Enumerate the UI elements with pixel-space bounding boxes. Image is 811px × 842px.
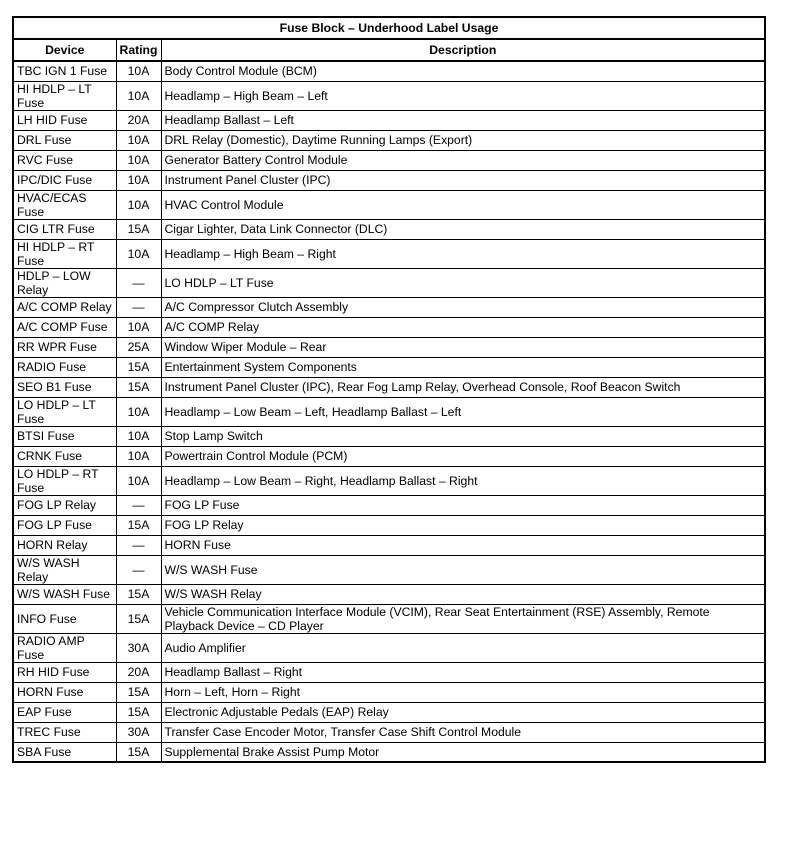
table-row [13, 555, 765, 584]
device-cell: HDLP – LOW Relay [13, 268, 116, 297]
table-row [13, 515, 765, 535]
header-device: Device [13, 39, 116, 61]
device-cell: A/C COMP Fuse [13, 317, 116, 337]
description-cell: W/S WASH Fuse [161, 555, 765, 584]
description-cell: FOG LP Fuse [161, 495, 765, 515]
table-body [13, 61, 765, 762]
table-row [13, 317, 765, 337]
table-row [13, 446, 765, 466]
table-row [13, 397, 765, 426]
table-row [13, 495, 765, 515]
rating-cell: 10A [116, 170, 161, 190]
table-title: Fuse Block – Underhood Label Usage [13, 17, 765, 39]
rating-cell: 15A [116, 377, 161, 397]
rating-cell: 15A [116, 742, 161, 762]
table-row [13, 81, 765, 110]
description-cell: Generator Battery Control Module [161, 150, 765, 170]
device-cell: CIG LTR Fuse [13, 219, 116, 239]
description-cell: LO HDLP – LT Fuse [161, 268, 765, 297]
table-row [13, 742, 765, 762]
header-description: Description [161, 39, 765, 61]
rating-cell: 25A [116, 337, 161, 357]
device-cell: CRNK Fuse [13, 446, 116, 466]
description-cell: Headlamp – High Beam – Right [161, 239, 765, 268]
description-cell: Instrument Panel Cluster (IPC), Rear Fog Lamp Relay, Overhead Console, Roof Beacon Switch [161, 377, 765, 397]
description-cell: Headlamp Ballast – Left [161, 110, 765, 130]
table-row [13, 130, 765, 150]
device-cell: TREC Fuse [13, 722, 116, 742]
device-cell: IPC/DIC Fuse [13, 170, 116, 190]
description-cell: Cigar Lighter, Data Link Connector (DLC) [161, 219, 765, 239]
description-cell: Headlamp Ballast – Right [161, 662, 765, 682]
rating-cell: — [116, 297, 161, 317]
rating-cell: 30A [116, 633, 161, 662]
device-cell: SBA Fuse [13, 742, 116, 762]
device-cell: LO HDLP – LT Fuse [13, 397, 116, 426]
table-row [13, 268, 765, 297]
rating-cell: 30A [116, 722, 161, 742]
description-cell: A/C Compressor Clutch Assembly [161, 297, 765, 317]
description-cell: Window Wiper Module – Rear [161, 337, 765, 357]
table-row [13, 377, 765, 397]
table-row [13, 239, 765, 268]
device-cell: HORN Fuse [13, 682, 116, 702]
device-cell: SEO B1 Fuse [13, 377, 116, 397]
description-cell: FOG LP Relay [161, 515, 765, 535]
description-cell: A/C COMP Relay [161, 317, 765, 337]
table-title-row [13, 17, 765, 39]
rating-cell: 15A [116, 219, 161, 239]
fuse-usage-table [12, 16, 766, 763]
table-row [13, 170, 765, 190]
device-cell: W/S WASH Relay [13, 555, 116, 584]
table-row [13, 702, 765, 722]
table-row [13, 662, 765, 682]
description-cell: Supplemental Brake Assist Pump Motor [161, 742, 765, 762]
description-cell: W/S WASH Relay [161, 584, 765, 604]
description-cell: Vehicle Communication Interface Module (VCIM), Rear Seat Entertainment (RSE) Assembly, Remote Playback Device – CD Player [161, 604, 765, 633]
rating-cell: 10A [116, 150, 161, 170]
rating-cell: 10A [116, 317, 161, 337]
table-row [13, 682, 765, 702]
description-cell: Entertainment System Components [161, 357, 765, 377]
device-cell: HI HDLP – RT Fuse [13, 239, 116, 268]
device-cell: INFO Fuse [13, 604, 116, 633]
rating-cell: — [116, 535, 161, 555]
description-cell: Stop Lamp Switch [161, 426, 765, 446]
description-cell: HVAC Control Module [161, 190, 765, 219]
rating-cell: 15A [116, 584, 161, 604]
rating-cell: 10A [116, 466, 161, 495]
device-cell: EAP Fuse [13, 702, 116, 722]
rating-cell: 20A [116, 110, 161, 130]
device-cell: HI HDLP – LT Fuse [13, 81, 116, 110]
header-rating: Rating [116, 39, 161, 61]
description-cell: Headlamp – High Beam – Left [161, 81, 765, 110]
rating-cell: 10A [116, 426, 161, 446]
description-cell: Headlamp – Low Beam – Left, Headlamp Ballast – Left [161, 397, 765, 426]
table-header-row [13, 39, 765, 61]
device-cell: A/C COMP Relay [13, 297, 116, 317]
rating-cell: 10A [116, 130, 161, 150]
table-row [13, 357, 765, 377]
description-cell: Horn – Left, Horn – Right [161, 682, 765, 702]
description-cell: DRL Relay (Domestic), Daytime Running Lamps (Export) [161, 130, 765, 150]
table-row [13, 722, 765, 742]
rating-cell: 10A [116, 61, 161, 81]
table-row [13, 61, 765, 81]
table-row [13, 190, 765, 219]
table-row [13, 604, 765, 633]
description-cell: Body Control Module (BCM) [161, 61, 765, 81]
device-cell: FOG LP Relay [13, 495, 116, 515]
table-row [13, 110, 765, 130]
device-cell: W/S WASH Fuse [13, 584, 116, 604]
description-cell: Headlamp – Low Beam – Right, Headlamp Ballast – Right [161, 466, 765, 495]
rating-cell: 20A [116, 662, 161, 682]
device-cell: FOG LP Fuse [13, 515, 116, 535]
rating-cell: 10A [116, 81, 161, 110]
device-cell: TBC IGN 1 Fuse [13, 61, 116, 81]
device-cell: RADIO AMP Fuse [13, 633, 116, 662]
device-cell: RVC Fuse [13, 150, 116, 170]
device-cell: BTSI Fuse [13, 426, 116, 446]
rating-cell: 15A [116, 682, 161, 702]
table-row [13, 337, 765, 357]
device-cell: HVAC/ECAS Fuse [13, 190, 116, 219]
description-cell: Transfer Case Encoder Motor, Transfer Case Shift Control Module [161, 722, 765, 742]
rating-cell: 10A [116, 397, 161, 426]
device-cell: RADIO Fuse [13, 357, 116, 377]
table-row [13, 584, 765, 604]
description-cell: Instrument Panel Cluster (IPC) [161, 170, 765, 190]
table-row [13, 219, 765, 239]
rating-cell: — [116, 495, 161, 515]
table-row [13, 297, 765, 317]
device-cell: RH HID Fuse [13, 662, 116, 682]
rating-cell: — [116, 268, 161, 297]
rating-cell: — [116, 555, 161, 584]
table-row [13, 633, 765, 662]
table-row [13, 535, 765, 555]
description-cell: HORN Fuse [161, 535, 765, 555]
rating-cell: 10A [116, 190, 161, 219]
table-row [13, 426, 765, 446]
description-cell: Powertrain Control Module (PCM) [161, 446, 765, 466]
device-cell: LH HID Fuse [13, 110, 116, 130]
table-row [13, 150, 765, 170]
rating-cell: 10A [116, 446, 161, 466]
device-cell: DRL Fuse [13, 130, 116, 150]
rating-cell: 10A [116, 239, 161, 268]
rating-cell: 15A [116, 604, 161, 633]
device-cell: LO HDLP – RT Fuse [13, 466, 116, 495]
rating-cell: 15A [116, 702, 161, 722]
device-cell: HORN Relay [13, 535, 116, 555]
description-cell: Audio Amplifier [161, 633, 765, 662]
description-cell: Electronic Adjustable Pedals (EAP) Relay [161, 702, 765, 722]
rating-cell: 15A [116, 357, 161, 377]
device-cell: RR WPR Fuse [13, 337, 116, 357]
rating-cell: 15A [116, 515, 161, 535]
table-row [13, 466, 765, 495]
